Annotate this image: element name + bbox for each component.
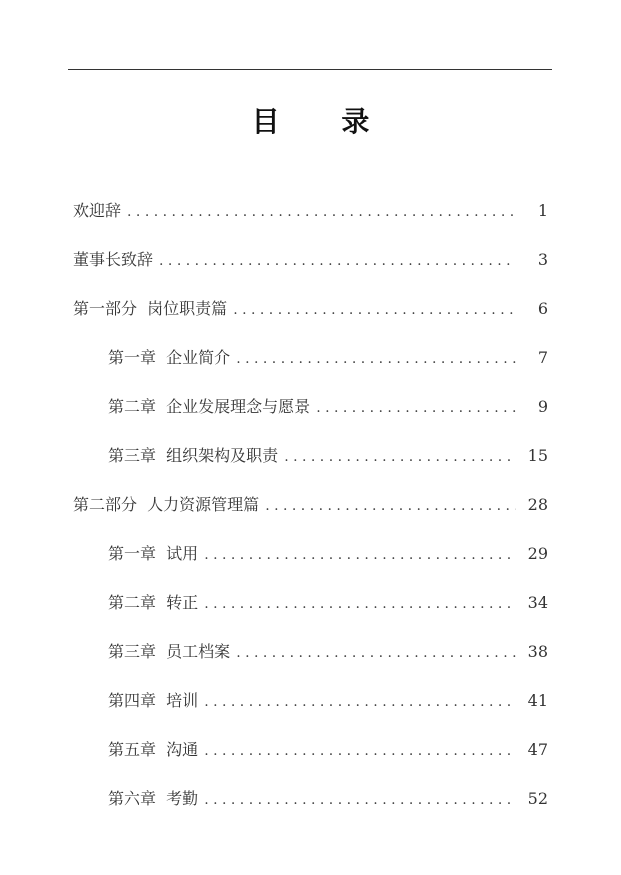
toc-entry-page: 9 xyxy=(537,396,548,416)
dot-leader xyxy=(204,741,516,761)
dot-leader xyxy=(236,643,516,663)
toc-entry-label: 第三章 组织架构及职责 xyxy=(108,445,279,465)
toc-entry[interactable] xyxy=(0,774,621,823)
toc-entry[interactable] xyxy=(0,431,621,480)
toc-entry-label: 第一章 试用 xyxy=(108,543,199,563)
toc-entry-page: 28 xyxy=(527,494,548,514)
toc-entry[interactable] xyxy=(0,725,621,774)
dot-leader xyxy=(204,790,516,810)
toc-entry-page: 29 xyxy=(527,543,548,563)
dot-leader xyxy=(204,545,516,565)
toc-entry[interactable] xyxy=(0,529,621,578)
toc-title: 目 录 xyxy=(251,105,396,138)
toc-list xyxy=(0,186,621,823)
toc-entry-page: 1 xyxy=(537,200,548,220)
dot-leader xyxy=(284,447,516,467)
toc-entry-page: 6 xyxy=(537,298,548,318)
toc-entry[interactable] xyxy=(0,333,621,382)
toc-entry[interactable] xyxy=(0,578,621,627)
toc-entry-label: 欢迎辞 xyxy=(73,200,122,220)
toc-entry-page: 34 xyxy=(527,592,548,612)
toc-entry-label: 第六章 考勤 xyxy=(108,788,199,808)
toc-entry[interactable] xyxy=(0,284,621,333)
toc-entry[interactable] xyxy=(0,382,621,431)
toc-entry[interactable] xyxy=(0,235,621,284)
toc-entry-label: 第二部分 人力资源管理篇 xyxy=(73,494,260,514)
dot-leader xyxy=(233,300,516,320)
dot-leader xyxy=(236,349,516,369)
toc-entry-label: 第一部分 岗位职责篇 xyxy=(73,298,228,318)
toc-entry-label: 第二章 转正 xyxy=(108,592,199,612)
toc-entry[interactable] xyxy=(0,627,621,676)
toc-entry[interactable] xyxy=(0,480,621,529)
dot-leader xyxy=(127,202,516,222)
toc-entry-page: 3 xyxy=(537,249,548,269)
toc-entry-label: 第五章 沟通 xyxy=(108,739,199,759)
toc-entry-page: 15 xyxy=(527,445,548,465)
toc-entry-label: 董事长致辞 xyxy=(73,249,154,269)
dot-leader xyxy=(204,692,516,712)
toc-entry-label: 第二章 企业发展理念与愿景 xyxy=(108,396,311,416)
toc-entry-label: 第四章 培训 xyxy=(108,690,199,710)
toc-entry[interactable] xyxy=(0,676,621,725)
toc-entry[interactable] xyxy=(0,186,621,235)
dot-leader xyxy=(159,251,516,271)
toc-entry-page: 52 xyxy=(527,788,548,808)
toc-entry-page: 41 xyxy=(527,690,548,710)
toc-entry-page: 7 xyxy=(537,347,548,367)
dot-leader xyxy=(265,496,516,516)
toc-entry-page: 38 xyxy=(527,641,548,661)
dot-leader xyxy=(316,398,516,418)
toc-entry-page: 47 xyxy=(527,739,548,759)
toc-entry-label: 第三章 员工档案 xyxy=(108,641,231,661)
header-rule xyxy=(68,69,552,70)
dot-leader xyxy=(204,594,516,614)
toc-entry-label: 第一章 企业简介 xyxy=(108,347,231,367)
